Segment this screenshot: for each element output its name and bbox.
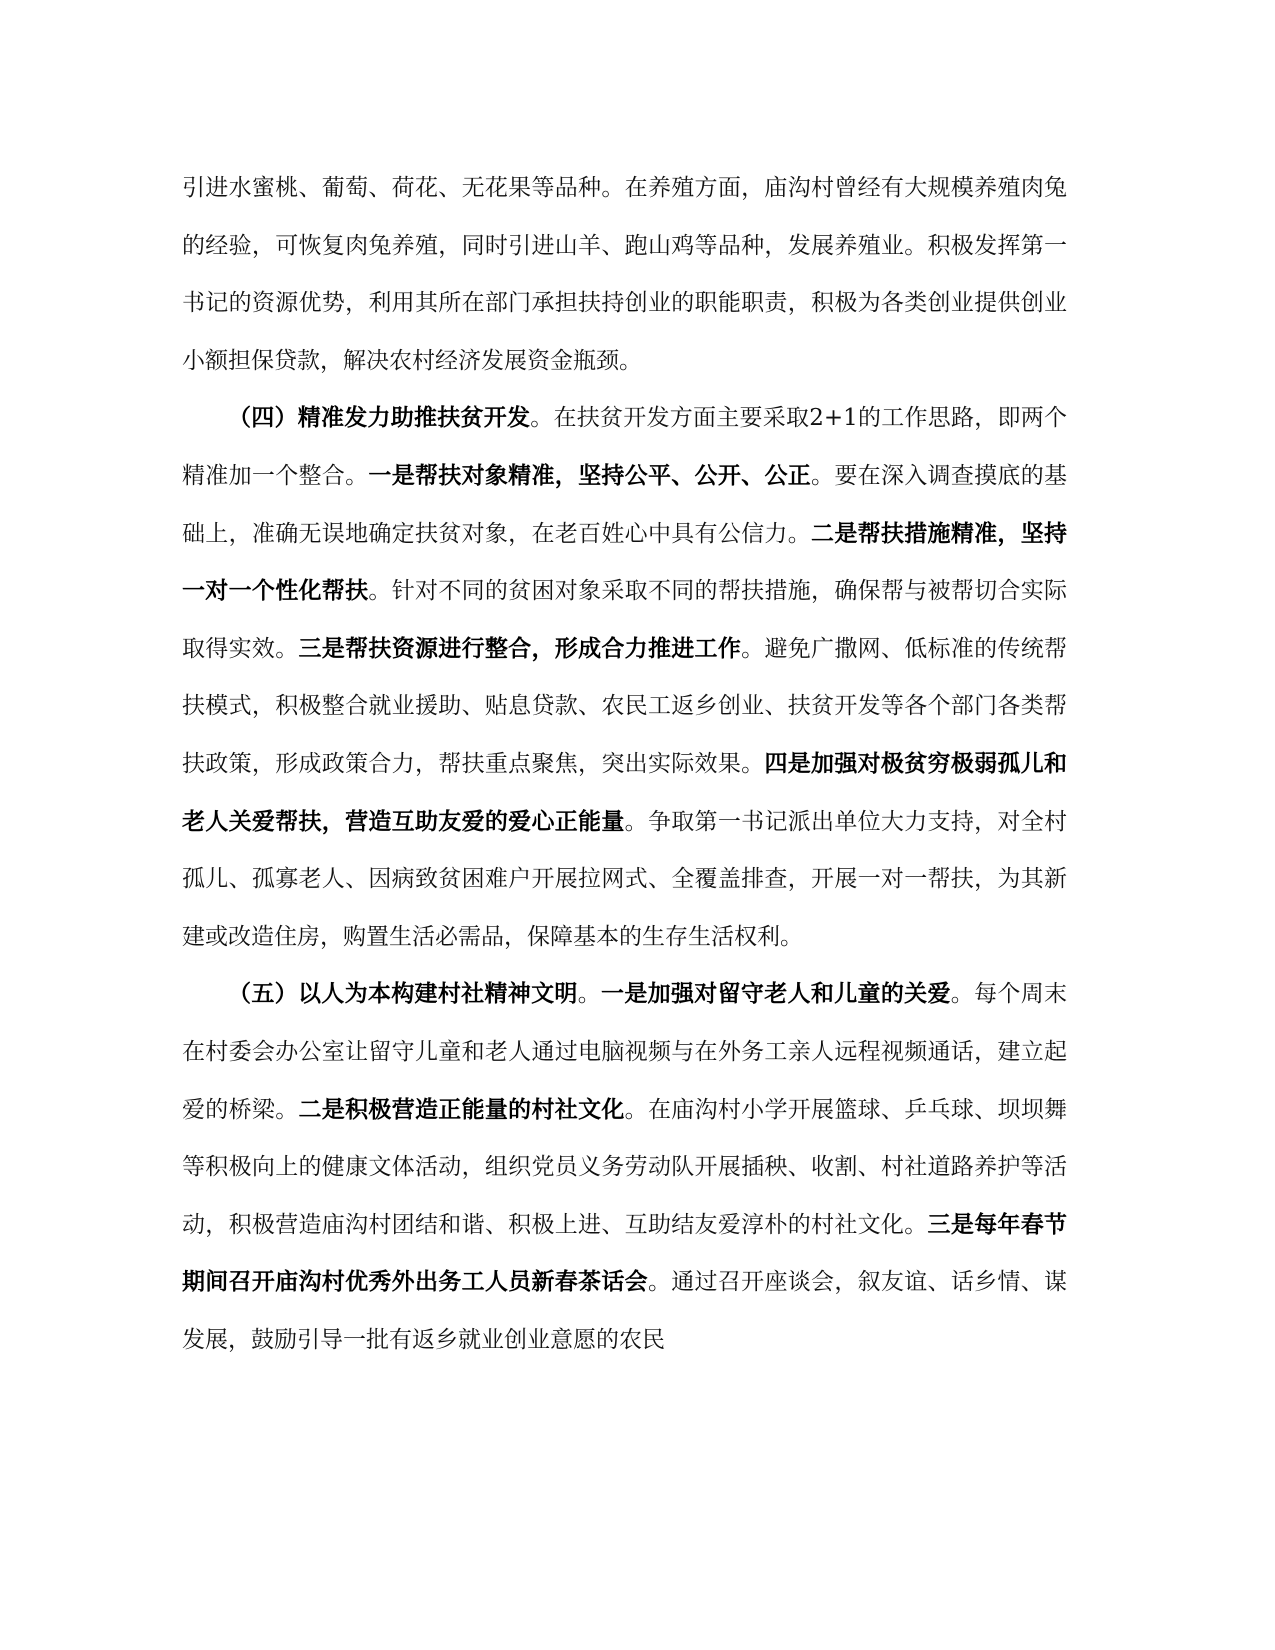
text-run: 。在庙沟村小学开展篮球、乒乓球、坝坝舞等积极向上的健康文体活动，组织党员义务劳动队开展插秧、收割、村社道路养护等活动，积极营造庙沟村团结和谐、积极上进、互助结友爱淳朴的村社文化。: [182, 1096, 1068, 1238]
text-run: 。: [577, 981, 602, 1008]
text-run: 。通过召开座谈会，叙友谊、话乡情、谋发展，鼓励引导一批有返乡就业创业意愿的农民: [182, 1269, 1068, 1353]
paragraph: [182, 160, 1067, 390]
bold-text-run: 二是帮扶措施精准，坚持一对一个性化帮扶: [182, 520, 1068, 605]
bold-text-run: 二是积极营造正能量的村社文化: [298, 1096, 625, 1123]
text-run: 。避免广撒网、低标准的传统帮扶模式，积极整合就业援助、贴息贷款、农民工返乡创业、扶贫开发等各个部门各类帮扶政策，形成政策合力，帮扶重点聚焦，突出实际效果。: [182, 635, 1068, 777]
text-run: 引进水蜜桃、葡萄、荷花、无花果等品种。在养殖方面，庙沟村曾经有大规模养殖肉兔的经验，可恢复肉兔养殖，同时引进山羊、跑山鸡等品种，发展养殖业。积极发挥第一书记的资源优势，利用其所在部门承担扶持创业的职能职责，积极为各类创业提供创业小额担保贷款，解决农村经济发展资金瓶颈。: [182, 175, 1067, 374]
text-run: 。针对不同的贫困对象采取不同的帮扶措施，确保帮与被帮切合实际取得实效。: [182, 578, 1068, 662]
text-run: 。争取第一书记派出单位大力支持，对全村孤儿、孤寡老人、因病致贫困难户开展拉网式、全覆盖排查，开展一对一帮扶，为其新建或改造住房，购置生活必需品，保障基本的生存生活权利。: [182, 808, 1068, 950]
paragraph: [182, 966, 1067, 1369]
document-body: [182, 160, 1067, 1369]
paragraph: [182, 390, 1067, 966]
text-run: 。在扶贫开发方面主要采取2+1的工作思路，即两个精准加一个整合。: [182, 405, 1067, 489]
bold-text-run: 四是加强对极贫穷极弱孤儿和老人关爱帮扶，营造互助友爱的爱心正能量: [182, 750, 1068, 835]
text-run: 。要在深入调查摸底的基础上，准确无误地确定扶贫对象，在老百姓心中具有公信力。: [182, 462, 1068, 547]
text-run: 。每个周末在村委会办公室让留守儿童和老人通过电脑视频与在外务工亲人远程视频通话，建立起爱的桥梁。: [182, 981, 1068, 1123]
bold-text-run: （四）精准发力助推扶贫开发: [228, 405, 531, 432]
bold-text-run: （五）以人为本构建村社精神文明: [228, 981, 578, 1008]
bold-text-run: 一是帮扶对象精准，坚持公平、公开、公正: [368, 462, 812, 489]
bold-text-run: 三是每年春节期间召开庙沟村优秀外出务工人员新春茶话会: [182, 1211, 1068, 1296]
bold-text-run: 三是帮扶资源进行整合，形成合力推进工作: [298, 635, 742, 662]
bold-text-run: 一是加强对留守老人和儿童的关爱: [601, 981, 951, 1008]
